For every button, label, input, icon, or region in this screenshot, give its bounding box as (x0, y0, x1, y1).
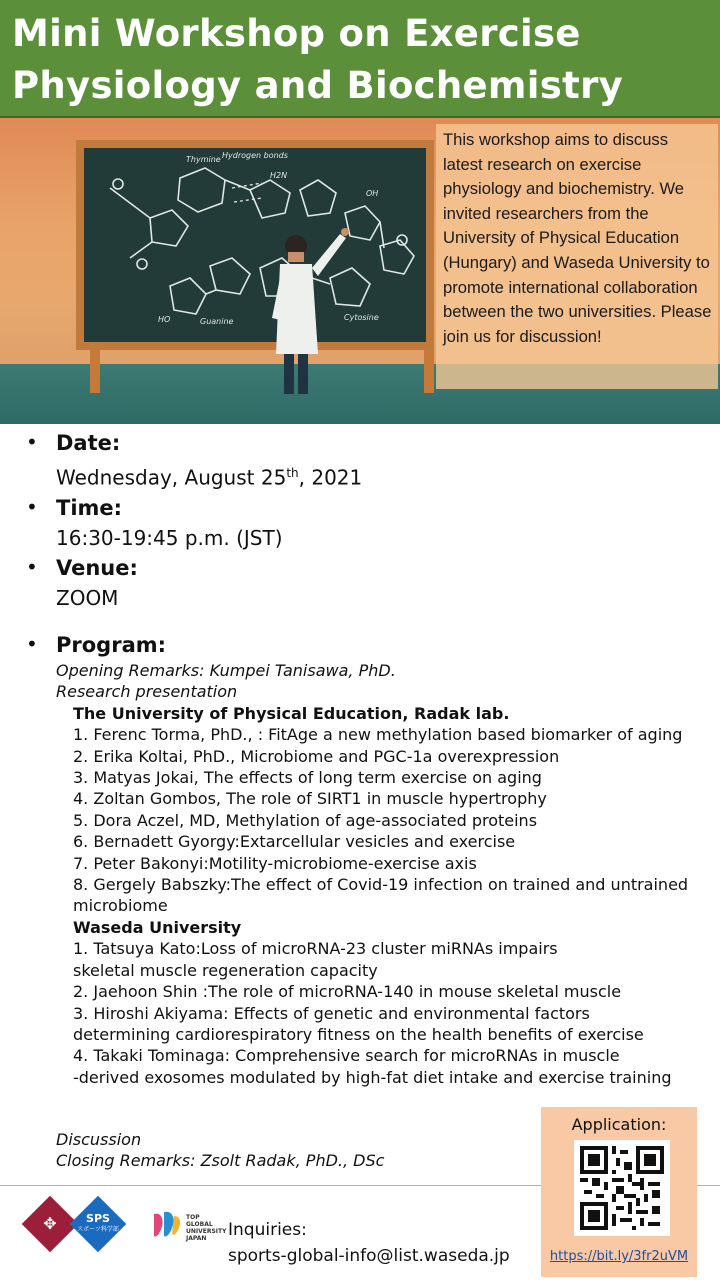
presentation-line: 5. Dora Aczel, MD, Methylation of age-associated proteins (73, 810, 538, 830)
top-global-logo-icon (150, 1208, 184, 1242)
presentation-line: 6. Bernadett Gyorgy:Extarcellular vesicles and exercise (73, 832, 516, 852)
presentation-line: 1. Tatsuya Kato:Loss of microRNA-23 cluster miRNAs impairs (73, 939, 558, 959)
board-label-oh: OH (366, 189, 379, 198)
hero-illustration (0, 118, 720, 424)
title-line-1: Mini Workshop on Exercise (12, 12, 581, 55)
program-section (26, 630, 716, 1088)
board-label-cytosine: Cytosine (344, 313, 379, 322)
program-label: Program: (56, 633, 167, 657)
presentation-line: determining cardiorespiratory fitness on the health benefits of exercise (73, 1024, 644, 1044)
inquiries-email[interactable]: sports-global-info@list.waseda.jp (228, 1246, 510, 1266)
time-item (26, 493, 706, 553)
presentation-line: microbiome (73, 896, 168, 916)
date-value: Wednesday, August 25th, 2021 (56, 465, 363, 490)
event-details (26, 428, 706, 613)
board-leg-right (424, 343, 434, 393)
inquiries-label: Inquiries: (228, 1220, 307, 1240)
presentation-line: 3. Matyas Jokai, The effects of long term exercise on aging (73, 768, 542, 788)
board-label-ho: HO (158, 315, 171, 324)
bullet-icon: • (26, 554, 38, 579)
presentation-line: 4. Takaki Tominaga: Comprehensive search for microRNAs in muscle (73, 1046, 620, 1066)
date-item (26, 428, 706, 493)
org-heading-waseda: Waseda University (73, 917, 242, 937)
venue-item (26, 553, 706, 613)
opening-remarks: Opening Remarks: Kumpei Tanisawa, PhD. (56, 661, 396, 680)
org1-presentations (26, 724, 716, 917)
time-value: 16:30-19:45 p.m. (JST) (56, 525, 283, 550)
board-label-thymine: Thymine (186, 155, 221, 164)
bullet-icon: • (26, 430, 38, 454)
presentation-line: 1. Ferenc Torma, PhD., : FitAge a new methylation based biomarker of aging (73, 725, 683, 745)
presentation-line: 3. Hiroshi Akiyama: Effects of genetic and environmental factors (73, 1003, 590, 1023)
presentation-line: 4. Zoltan Gombos, The role of SIRT1 in muscle hypertrophy (73, 789, 547, 809)
bullet-icon: • (26, 632, 38, 656)
date-label: Date: (56, 431, 121, 455)
org-heading-upe: The University of Physical Education, Radak lab. (73, 703, 510, 723)
venue-value: ZOOM (56, 585, 119, 610)
closing-section (56, 1129, 384, 1172)
qr-code[interactable] (574, 1140, 670, 1236)
sps-logo-subtext: スポーツ科学部 (77, 1226, 119, 1233)
presentation-line: 2. Jaehoon Shin :The role of microRNA-140 in mouse skeletal muscle (73, 982, 622, 1002)
presentation-line: -derived exosomes modulated by high-fat diet intake and exercise training (73, 1067, 672, 1087)
board-label-guanine: Guanine (200, 317, 234, 326)
time-label: Time: (56, 495, 123, 520)
discussion-label: Discussion (56, 1130, 142, 1149)
presentation-line: 7. Peter Bakonyi:Motility-microbiome-exercise axis (73, 853, 477, 873)
qr-code-icon (580, 1146, 664, 1230)
board-label-h2n: H2N (270, 171, 288, 180)
research-heading: Research presentation (56, 682, 238, 702)
program-item (26, 630, 716, 660)
bullet-icon: • (26, 494, 38, 519)
application-box (541, 1107, 697, 1277)
presentation-line: 8. Gergely Babszky:The effect of Covid-19 infection on trained and untrained (73, 875, 689, 895)
board-leg-left (90, 343, 100, 393)
application-label: Application: (571, 1115, 667, 1134)
presentation-line: skeletal muscle regeneration capacity (73, 960, 378, 980)
board-label-hydrogen-bonds: Hydrogen bonds (222, 151, 288, 160)
venue-label: Venue: (56, 555, 138, 580)
intro-text: This workshop aims to discuss latest research on exercise physiology and biochemistry. We invited researchers from the University of Physical Education (Hungary) and Waseda University to promote international collaboration between the two universities. Please join us for discussion! (436, 124, 718, 389)
sps-logo-text: SPS (86, 1212, 110, 1225)
org2-presentations (26, 938, 716, 1088)
top-global-text: TOP GLOBAL UNIVERSITY JAPAN (186, 1214, 227, 1242)
presentation-line: 2. Erika Koltai, PhD., Microbiome and PGC-1a overexpression (73, 746, 560, 766)
title-banner (0, 0, 720, 118)
closing-remarks: Closing Remarks: Zsolt Radak, PhD., DSc (56, 1151, 385, 1171)
application-link[interactable]: https://bit.ly/3fr2uVM (549, 1249, 689, 1264)
title-line-2: Physiology and Biochemistry (12, 64, 624, 107)
waseda-emblem-icon: ✥ (43, 1214, 57, 1233)
inquiries (228, 1217, 510, 1269)
